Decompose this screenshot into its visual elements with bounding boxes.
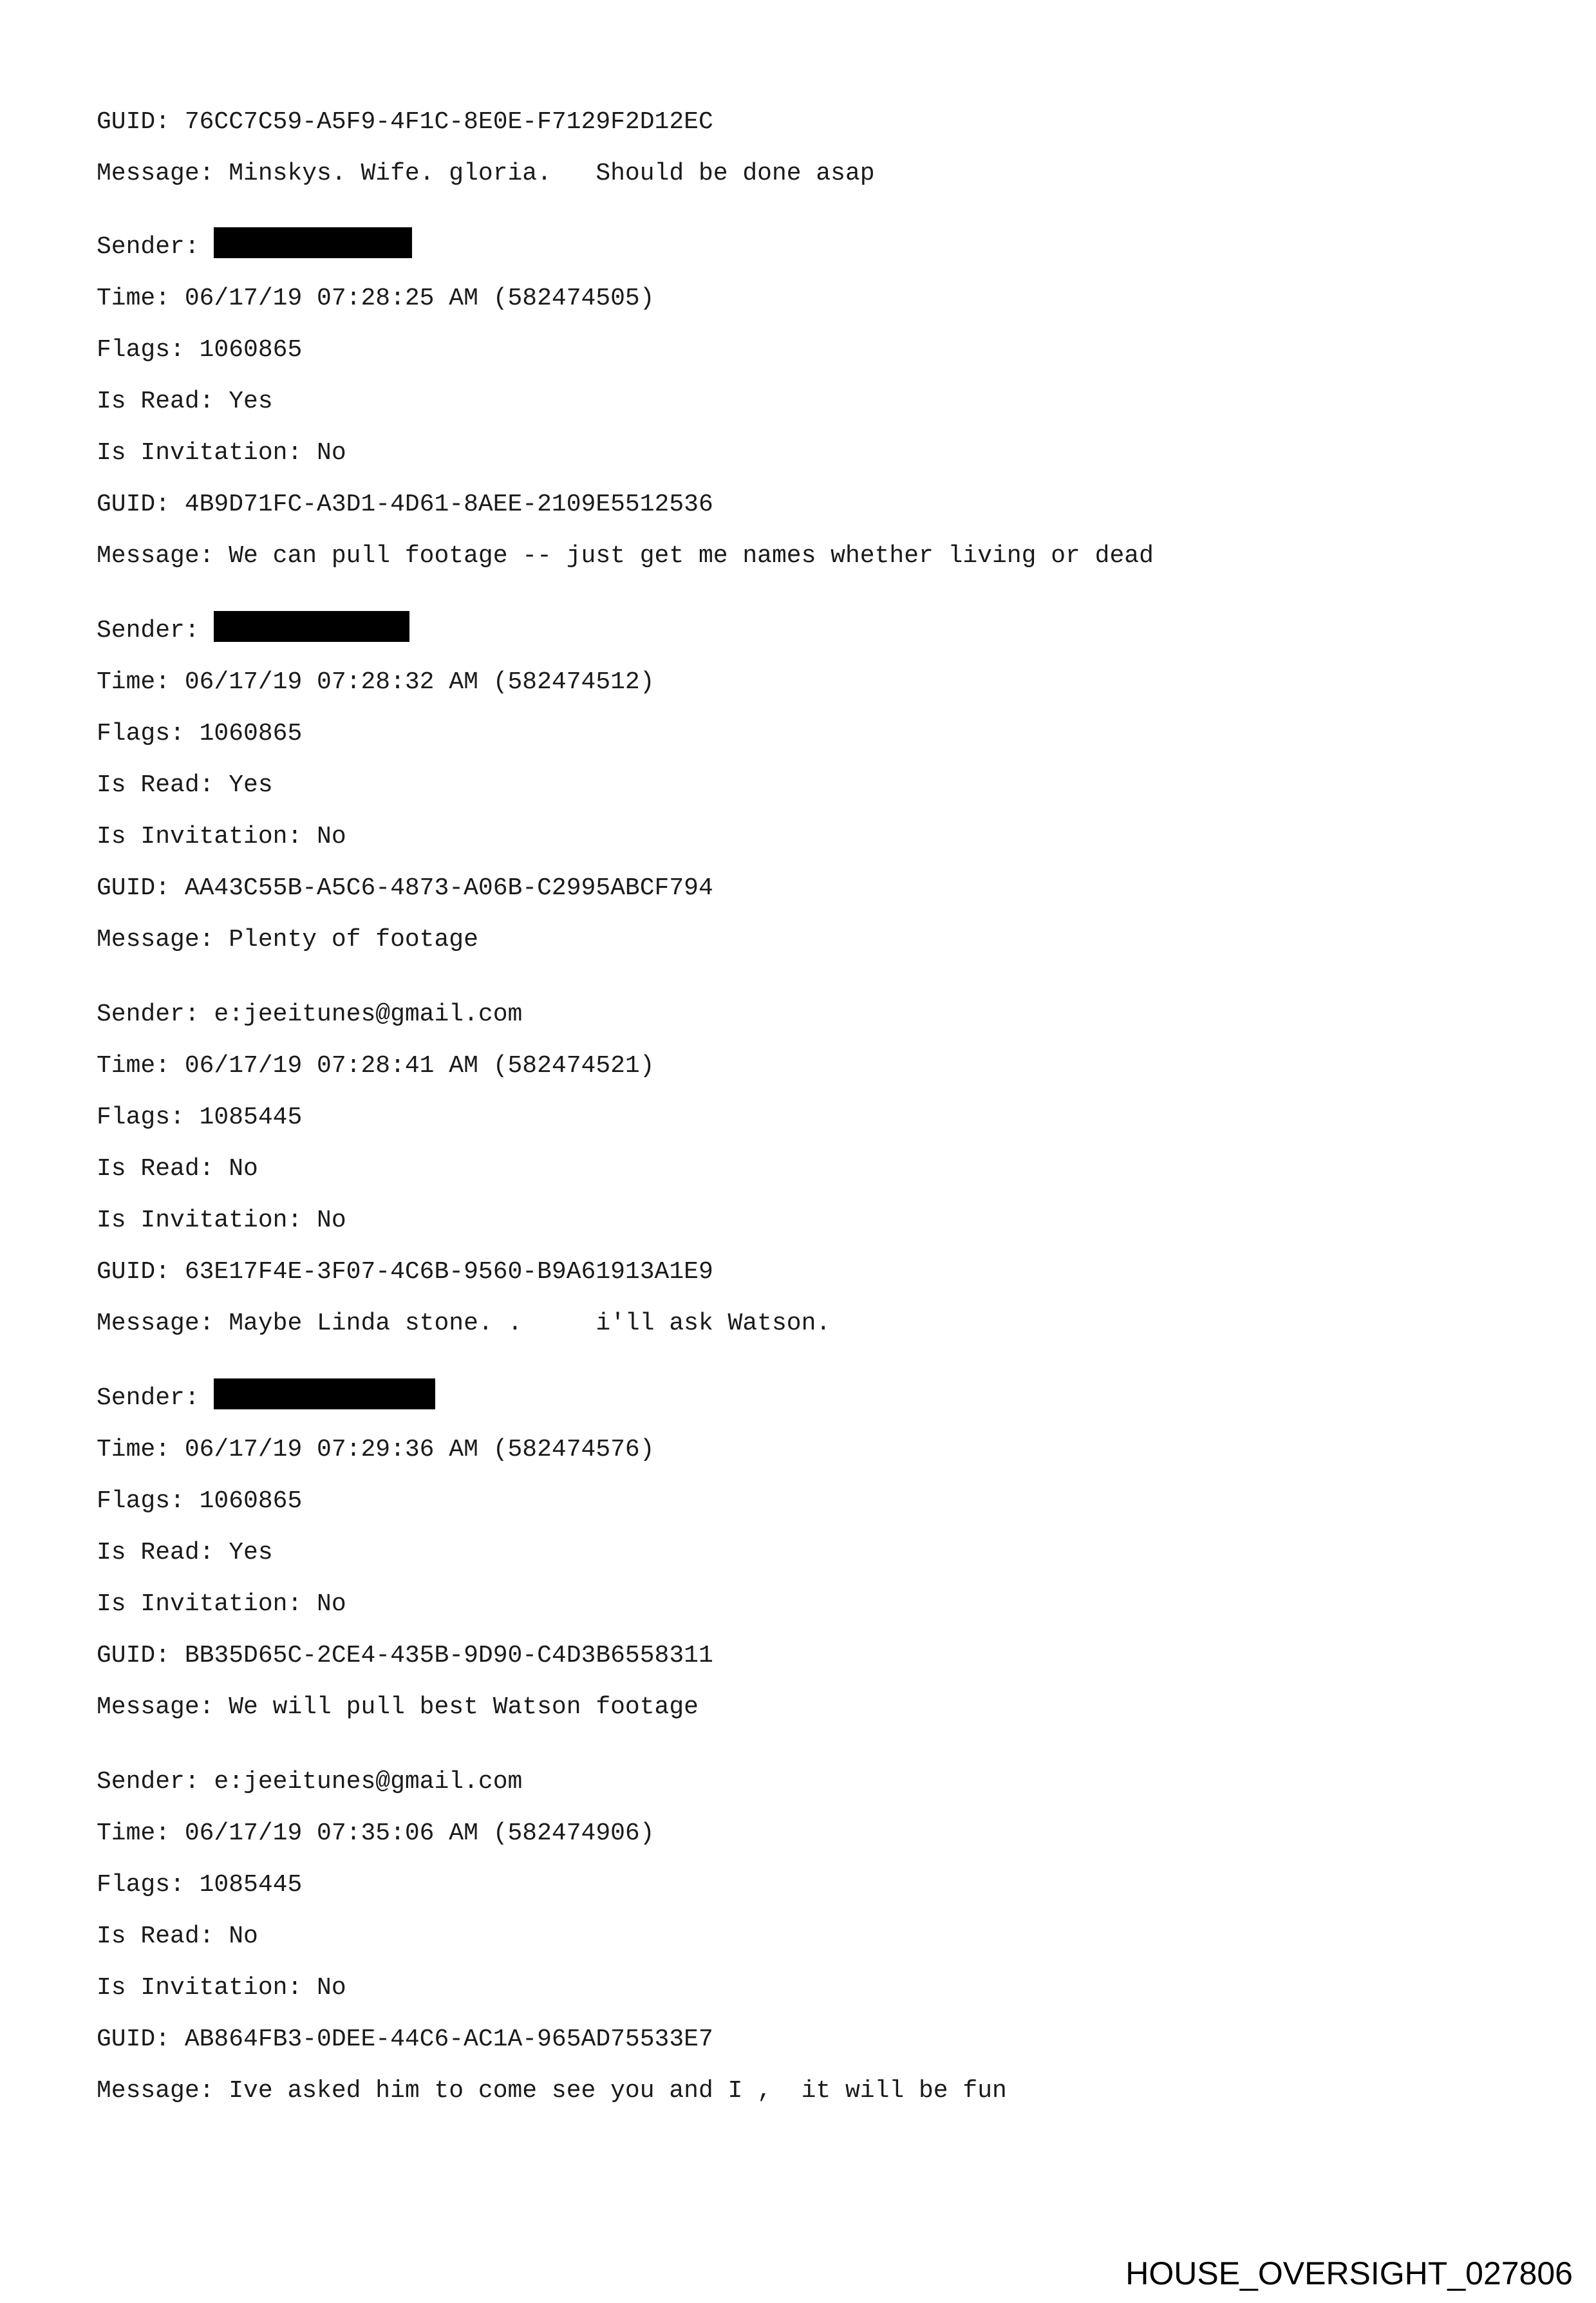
time-line: Time: 06/17/19 07:35:06 AM (582474906): [97, 1819, 655, 1847]
guid-line: GUID: AA43C55B-A5C6-4873-A06B-C2995ABCF794: [97, 874, 713, 902]
guid-line: GUID: 4B9D71FC-A3D1-4D61-8AEE-2109E5512536: [97, 491, 713, 518]
sender-label: Sender:: [97, 233, 214, 261]
time-line: Time: 06/17/19 07:28:32 AM (582474512): [97, 668, 655, 696]
sender-line: [97, 1383, 435, 1414]
message-line: Message: Ive asked him to come see you and I , it will be fun: [97, 2077, 1007, 2105]
message-line: Message: We will pull best Watson footage: [97, 1693, 699, 1721]
sender-line: Sender: e:jeeitunes@gmail.com: [97, 1001, 523, 1028]
sender-line: [97, 232, 412, 263]
flags-line: Flags: 1085445: [97, 1871, 303, 1899]
is-invitation-line: Is Invitation: No: [97, 1590, 346, 1618]
is-read-line: Is Read: No: [97, 1922, 258, 1950]
time-line: Time: 06/17/19 07:29:36 AM (582474576): [97, 1436, 655, 1463]
sender-label: Sender:: [97, 617, 214, 644]
time-line: Time: 06/17/19 07:28:41 AM (582474521): [97, 1052, 655, 1080]
is-invitation-line: Is Invitation: No: [97, 1974, 346, 2002]
sender-label: Sender:: [97, 1384, 214, 1412]
flags-line: Flags: 1060865: [97, 1487, 303, 1515]
is-read-line: Is Read: Yes: [97, 771, 273, 799]
time-line: Time: 06/17/19 07:28:25 AM (582474505): [97, 285, 655, 312]
message-line: Message: We can pull footage -- just get me names whether living or dead: [97, 542, 1154, 570]
guid-line: GUID: BB35D65C-2CE4-435B-9D90-C4D3B6558311: [97, 1642, 713, 1669]
message-line: Message: Minskys. Wife. gloria. Should be done asap: [97, 160, 875, 187]
flags-line: Flags: 1060865: [97, 720, 303, 747]
redaction-bar: [214, 227, 412, 258]
is-invitation-line: Is Invitation: No: [97, 439, 346, 467]
guid-line: GUID: 63E17F4E-3F07-4C6B-9560-B9A61913A1E9: [97, 1258, 713, 1286]
message-line: Message: Maybe Linda stone. . i'll ask Watson.: [97, 1310, 831, 1337]
bates-number: HOUSE_OVERSIGHT_027806: [1125, 2255, 1573, 2291]
redaction-bar: [214, 611, 409, 642]
is-invitation-line: Is Invitation: No: [97, 1207, 346, 1234]
message-line: Message: Plenty of footage: [97, 926, 478, 954]
is-read-line: Is Read: Yes: [97, 388, 273, 415]
is-invitation-line: Is Invitation: No: [97, 823, 346, 851]
is-read-line: Is Read: Yes: [97, 1539, 273, 1566]
is-read-line: Is Read: No: [97, 1155, 258, 1183]
sender-line: Sender: e:jeeitunes@gmail.com: [97, 1768, 523, 1796]
guid-line: GUID: AB864FB3-0DEE-44C6-AC1A-965AD75533E7: [97, 2026, 713, 2053]
flags-line: Flags: 1060865: [97, 336, 303, 364]
flags-line: Flags: 1085445: [97, 1104, 303, 1131]
redaction-bar: [214, 1378, 435, 1409]
sender-line: [97, 616, 409, 646]
guid-line: GUID: 76CC7C59-A5F9-4F1C-8E0E-F7129F2D12EC: [97, 108, 713, 136]
